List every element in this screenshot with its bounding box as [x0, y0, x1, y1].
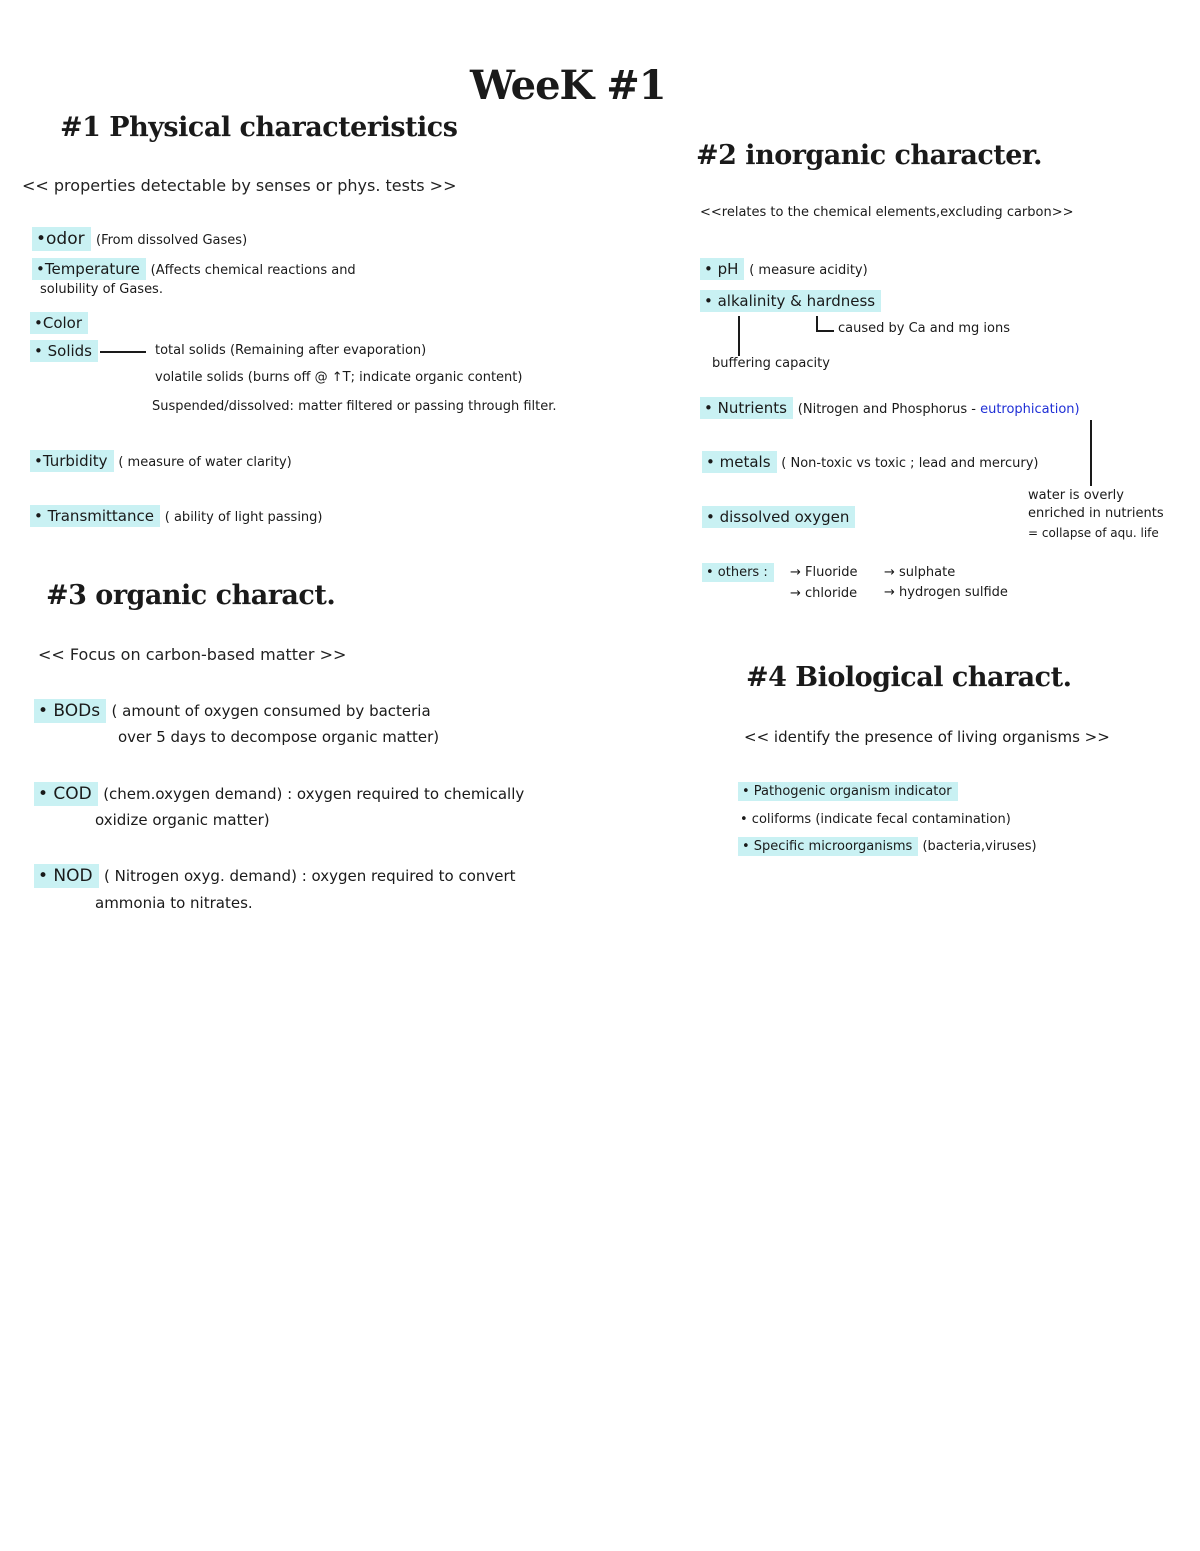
nutrients-note: (Nitrogen and Phosphorus -: [797, 402, 981, 417]
turbidity-row: [30, 452, 292, 470]
temperature-note-cont: solubility of Gases.: [40, 282, 163, 297]
color-label: •Color: [30, 312, 88, 334]
transmittance-row: [30, 507, 323, 525]
eutrophication-note-3: = collapse of aqu. life: [1028, 526, 1159, 540]
cod-note: (chem.oxygen demand) : oxygen required to chemically: [103, 785, 525, 803]
metals-note: ( Non-toxic vs toxic ; lead and mercury): [781, 456, 1039, 471]
nod-note: ( Nitrogen oxyg. demand) : oxygen required to convert: [104, 867, 516, 885]
metals-label: • metals: [702, 451, 777, 473]
coliforms-label: • coliforms: [740, 812, 812, 827]
temperature-note: (Affects chemical reactions and: [150, 263, 356, 278]
cod-note-cont: oxidize organic matter): [95, 811, 270, 829]
ph-label: • pH: [700, 258, 744, 280]
turbidity-note: ( measure of water clarity): [118, 455, 292, 470]
nutrients-label: • Nutrients: [700, 397, 793, 419]
ph-row: [700, 260, 868, 278]
nutrients-row: [700, 399, 1080, 417]
bod-label: • BODs: [34, 699, 106, 723]
dissolved-oxygen-row: [702, 508, 855, 526]
odor-label: •odor: [32, 227, 91, 251]
coliforms-note: (indicate fecal contamination): [815, 812, 1011, 827]
others-row: [702, 565, 774, 580]
alkalinity-connector-right-h: [816, 330, 834, 332]
section-1-subtitle: << properties detectable by senses or phys. tests >>: [22, 176, 457, 195]
section-3-heading: #3 organic charact.: [46, 580, 336, 611]
nod-note-cont: ammonia to nitrates.: [95, 894, 253, 912]
eutrophication-note-2: enriched in nutrients: [1028, 506, 1164, 521]
section-1-heading: #1 Physical characteristics: [60, 112, 458, 143]
others-sulphate: → sulphate: [884, 565, 956, 580]
turbidity-label: •Turbidity: [30, 450, 114, 472]
bod-note-cont: over 5 days to decompose organic matter): [118, 728, 440, 746]
odor-note: (From dissolved Gases): [96, 233, 248, 248]
others-fluoride: → Fluoride: [790, 565, 858, 580]
page-title: WeeK #1: [470, 62, 666, 109]
specific-label: • Specific microorganisms: [738, 837, 918, 856]
bod-row: [34, 701, 431, 721]
temperature-row: [32, 260, 356, 278]
ph-note: ( measure acidity): [749, 263, 868, 278]
temperature-label: •Temperature: [32, 258, 146, 280]
nod-label: • NOD: [34, 864, 99, 888]
metals-row: [702, 453, 1038, 471]
alkalinity-label: • alkalinity & hardness: [700, 290, 881, 312]
dissolved-oxygen-label: • dissolved oxygen: [702, 506, 855, 528]
eutrophication-note-1: water is overly: [1028, 488, 1124, 503]
section-4-subtitle: << identify the presence of living organisms >>: [744, 728, 1110, 746]
transmittance-note: ( ability of light passing): [164, 510, 323, 525]
section-3-subtitle: << Focus on carbon-based matter >>: [38, 645, 347, 664]
specific-row: [738, 839, 1037, 854]
nod-row: [34, 866, 516, 886]
alkalinity-buffering: buffering capacity: [712, 356, 830, 371]
solids-label: • Solids: [30, 340, 98, 362]
alkalinity-connector-left: [738, 316, 740, 356]
cod-row: [34, 784, 524, 804]
others-chloride: → chloride: [790, 586, 858, 601]
odor-row: [32, 229, 247, 249]
solids-connector: [100, 351, 146, 353]
section-4-heading: #4 Biological charact.: [746, 662, 1072, 693]
others-label: • others :: [702, 563, 774, 582]
section-2-heading: #2 inorganic character.: [696, 140, 1043, 171]
alkalinity-cause: caused by Ca and mg ions: [838, 321, 1010, 336]
alkalinity-connector-right-v: [816, 316, 818, 330]
color-row: [30, 314, 88, 332]
pathogenic-row: [738, 784, 958, 799]
solids-row: [30, 342, 98, 360]
solids-branch-volatile: volatile solids (burns off @ ↑T; indicate organic content): [155, 370, 523, 385]
coliforms-row: [740, 812, 1011, 827]
specific-note: (bacteria,viruses): [922, 839, 1037, 854]
bod-note: ( amount of oxygen consumed by bacteria: [111, 702, 431, 720]
nutrients-note-eutrophication: eutrophication): [980, 402, 1080, 417]
solids-branch-total: total solids (Remaining after evaporation): [155, 343, 427, 358]
pathogenic-label: • Pathogenic organism indicator: [738, 782, 958, 801]
transmittance-label: • Transmittance: [30, 505, 160, 527]
others-hydrogen-sulfide: → hydrogen sulfide: [884, 585, 1008, 600]
alkalinity-row: [700, 292, 881, 310]
section-2-subtitle: <<relates to the chemical elements,excluding carbon>>: [700, 205, 1074, 220]
solids-branch-suspended: Suspended/dissolved: matter filtered or passing through filter.: [152, 399, 557, 414]
eutrophication-connector: [1090, 420, 1092, 486]
cod-label: • COD: [34, 782, 98, 806]
